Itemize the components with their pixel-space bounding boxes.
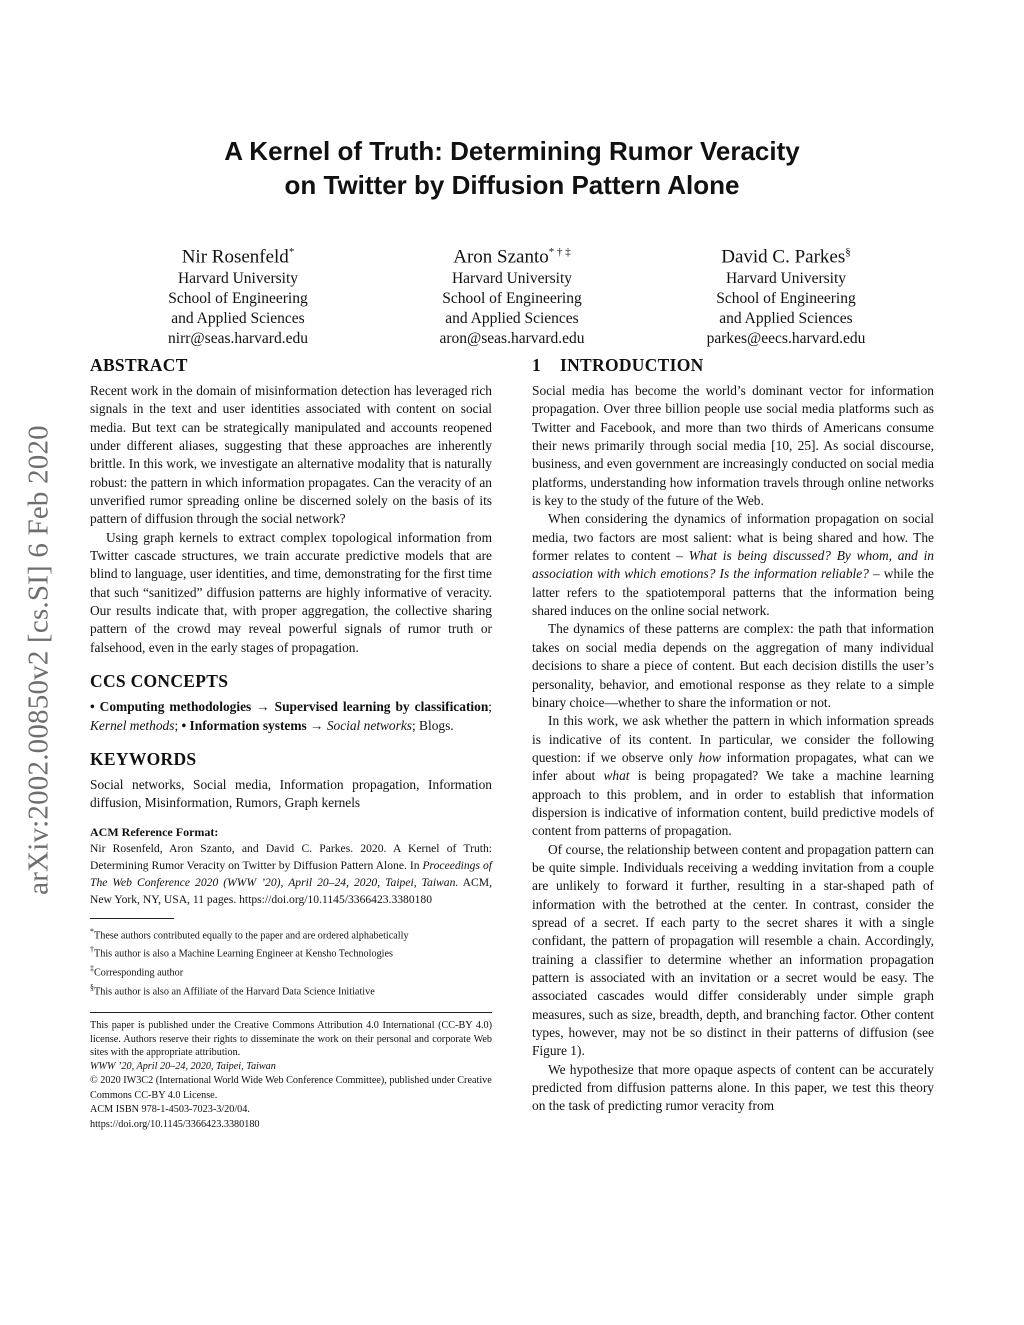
keywords-heading: KEYWORDS xyxy=(90,748,197,769)
title-line-2: on Twitter by Diffusion Pattern Alone xyxy=(284,170,740,200)
author-block-2 xyxy=(382,240,642,349)
ccs-concepts xyxy=(90,698,492,735)
license-copyright: © 2020 IW3C2 (International World Wide Web Conference Committee), published under Creative Commons CC-BY 4.0 License. xyxy=(90,1075,492,1101)
ccs-kernel: Kernel methods xyxy=(90,717,175,733)
ccs-bullet-1: • Computing methodologies xyxy=(90,699,252,715)
ccs-bullet-2: • Information systems xyxy=(181,717,307,733)
arxiv-identifier: arXiv:2002.00850v2 [cs.SI] 6 Feb 2020 xyxy=(22,425,55,895)
author-affiliation: and Applied Sciences xyxy=(445,310,579,328)
author-affiliation: School of Engineering xyxy=(168,290,308,308)
license-conference: WWW ’20, April 20–24, 2020, Taipei, Taiwan xyxy=(90,1060,276,1072)
ccs-separator: ; xyxy=(488,699,493,715)
license-isbn: ACM ISBN 978-1-4503-7023-3/20/04. xyxy=(90,1104,250,1116)
ccs-arrow: → xyxy=(251,699,275,715)
intro-paragraph-6: We hypothesize that more opaque aspects of content can be accurately predicted from diffusion patterns alone. In this paper, we test this theory on the task of predicting rumor veracity from xyxy=(532,1061,934,1114)
author-marks: * xyxy=(288,246,295,258)
introduction-heading xyxy=(532,355,934,376)
ccs-social: Social networks xyxy=(326,717,412,733)
author-affiliation: Harvard University xyxy=(451,270,573,288)
author-affiliation: School of Engineering xyxy=(716,290,856,308)
license-text: This paper is published under the Creative Commons Attribution 4.0 International (CC-BY 4.0) license. Authors reserve their rights to disseminate the work on their personal and corporate Web sites with the appropriate attribution. xyxy=(90,1020,492,1059)
license-block xyxy=(90,1019,492,1132)
author-affiliation: School of Engineering xyxy=(442,290,582,308)
acm-reference-heading: ACM Reference Format: xyxy=(90,824,219,839)
footnote: ‡Corresponding author xyxy=(90,964,184,979)
footnote: †This author is also a Machine Learning Engineer at Kensho Technologies xyxy=(90,945,393,960)
ccs-arrow: → xyxy=(306,717,327,733)
right-column xyxy=(532,355,934,1116)
author-affiliation: and Applied Sciences xyxy=(171,310,305,328)
section-title: INTRODUCTION xyxy=(560,355,704,375)
intro-paragraph-1: Social media has become the world’s dominant vector for information propagation. Over three billion people use social media platforms such as Twitter and Facebook, and more than two thirds of Americans consume their news primarily through social media [10, 25]. As social discourse, business, and even government are increasingly conducted on social media platforms, understanding how information travels through online networks is key to the study of the future of the Web. xyxy=(532,383,934,509)
footnote: §This author is also an Affiliate of the Harvard Data Science Initiative xyxy=(90,983,375,998)
author-name: Aron Szanto xyxy=(453,246,549,268)
footnotes xyxy=(90,925,492,1001)
paper-title xyxy=(150,134,874,202)
abstract-paragraph-1: Recent work in the domain of misinformation detection has leveraged rich signals in the text and user identities associated with content on social media. But text can be strategically manipulated and accounts reopened under different aliases, suggesting that these approaches are inherently brittle. In this work, we investigate an alternative modality that is naturally robust: the pattern in which information propagates. Can the veracity of an unverified rumor spreading online be discerned solely on the basis of its pattern of diffusion through the social network? xyxy=(90,383,492,527)
author-email[interactable]: nirr@seas.harvard.edu xyxy=(168,330,308,348)
author-name: David C. Parkes xyxy=(721,246,846,268)
author-block-1 xyxy=(108,240,368,349)
footnote: *These authors contributed equally to the paper and are ordered alphabetically xyxy=(90,926,409,941)
acm-reference-text xyxy=(90,840,492,908)
author-email[interactable]: aron@seas.harvard.edu xyxy=(439,330,585,348)
author-marks: § xyxy=(845,246,851,258)
license-divider xyxy=(90,1012,492,1013)
author-email[interactable]: parkes@eecs.harvard.edu xyxy=(706,330,866,348)
intro-paragraph-3: The dynamics of these patterns are complex: the path that information takes on social media depends on the aggregation of many individual decisions to share a piece of content. But each decision distills the user’s personality, behavior, and emotional response as they relate to a simple binary choice—whether to share the information or not. xyxy=(532,621,934,710)
ccs-separator: ; xyxy=(174,717,182,733)
intro-paragraph-2: When considering the dynamics of information propagation on social media, two factors are most salient: what is being shared and how. The former relates to content – What is being discussed? By whom, and in association with which emotions? Is the information reliable? – while the latter refers to the spatiotemporal patterns that the information being shared induces on the online social network. xyxy=(532,511,934,619)
left-column xyxy=(90,355,492,1132)
author-affiliation: and Applied Sciences xyxy=(719,310,853,328)
title-line-1: A Kernel of Truth: Determining Rumor Veracity xyxy=(224,136,800,166)
intro-paragraph-4: In this work, we ask whether the pattern in which information spreads is indicative of its content. In particular, we consider the following question: if we observe only how information propagates, what can we infer about what is being propagated? We take a machine learning approach to this problem, and in order to establish that information dispersion is indicative of information content, build predictive models of content from patterns of propagation. xyxy=(532,713,934,839)
abstract-paragraph-2: Using graph kernels to extract complex topological information from Twitter cascade structures, we train accurate predictive models that are blind to language, user identities, and time, demonstrating for the first time that such “sanitized” diffusion patterns are highly informative of veracity. Our results indicate that, with proper aggregation, the collective sharing pattern of the crowd may reveal powerful signals of rumor truth or falsehood, even in the early stages of propagation. xyxy=(90,529,492,655)
footnote-divider xyxy=(90,918,174,919)
acm-ref-venue: Proceedings of The Web Conference 2020 (WWW ’20), April 20–24, 2020, Taipei, Taiwan. xyxy=(90,858,492,889)
ccs-supervised: Supervised learning by classification xyxy=(274,699,489,715)
author-marks: * † ‡ xyxy=(548,246,571,258)
author-affiliation: Harvard University xyxy=(725,270,847,288)
ccs-tail: ; Blogs. xyxy=(411,717,454,733)
keywords-text: Social networks, Social media, Information propagation, Information diffusion, Misinformation, Rumors, Graph kernels xyxy=(90,776,492,811)
section-number: 1 xyxy=(532,355,542,375)
author-affiliation: Harvard University xyxy=(177,270,299,288)
author-name: Nir Rosenfeld xyxy=(181,246,289,268)
license-doi[interactable]: https://doi.org/10.1145/3366423.3380180 xyxy=(90,1118,260,1130)
acm-ref-part-b: ACM, New York, NY, USA, 11 pages. https://doi.org/10.1145/3366423.3380180 xyxy=(90,875,492,906)
abstract-heading: ABSTRACT xyxy=(90,355,188,375)
author-block-3 xyxy=(656,240,916,349)
intro-paragraph-5: Of course, the relationship between content and propagation pattern can be quite simple. Individuals receiving a wedding invitation from a couple are unlikely to forward it further, resulting in a star-shaped path of information with the betrothed at the center. In contrast, consider the spread of a secret. If each party to the secret shares it with a single confidant, the pattern of propagation will resemble a chain. Accordingly, training a classifier to determine whether an information propagation pattern is associated with an invitation or a secret would be easy. The associated cascades would differ considerably under simple graph measures, such as size, breadth, depth, and branching factor. Other content types, however, may not be so distinct in their patterns of diffusion (see Figure 1). xyxy=(532,841,934,1059)
acm-ref-part-a: Nir Rosenfeld, Aron Szanto, and David C. Parkes. 2020. A Kernel of Truth: Determining Rumor Veracity on Twitter by Diffusion Pattern Alone. In xyxy=(90,841,492,872)
ccs-heading: CCS CONCEPTS xyxy=(90,671,229,692)
